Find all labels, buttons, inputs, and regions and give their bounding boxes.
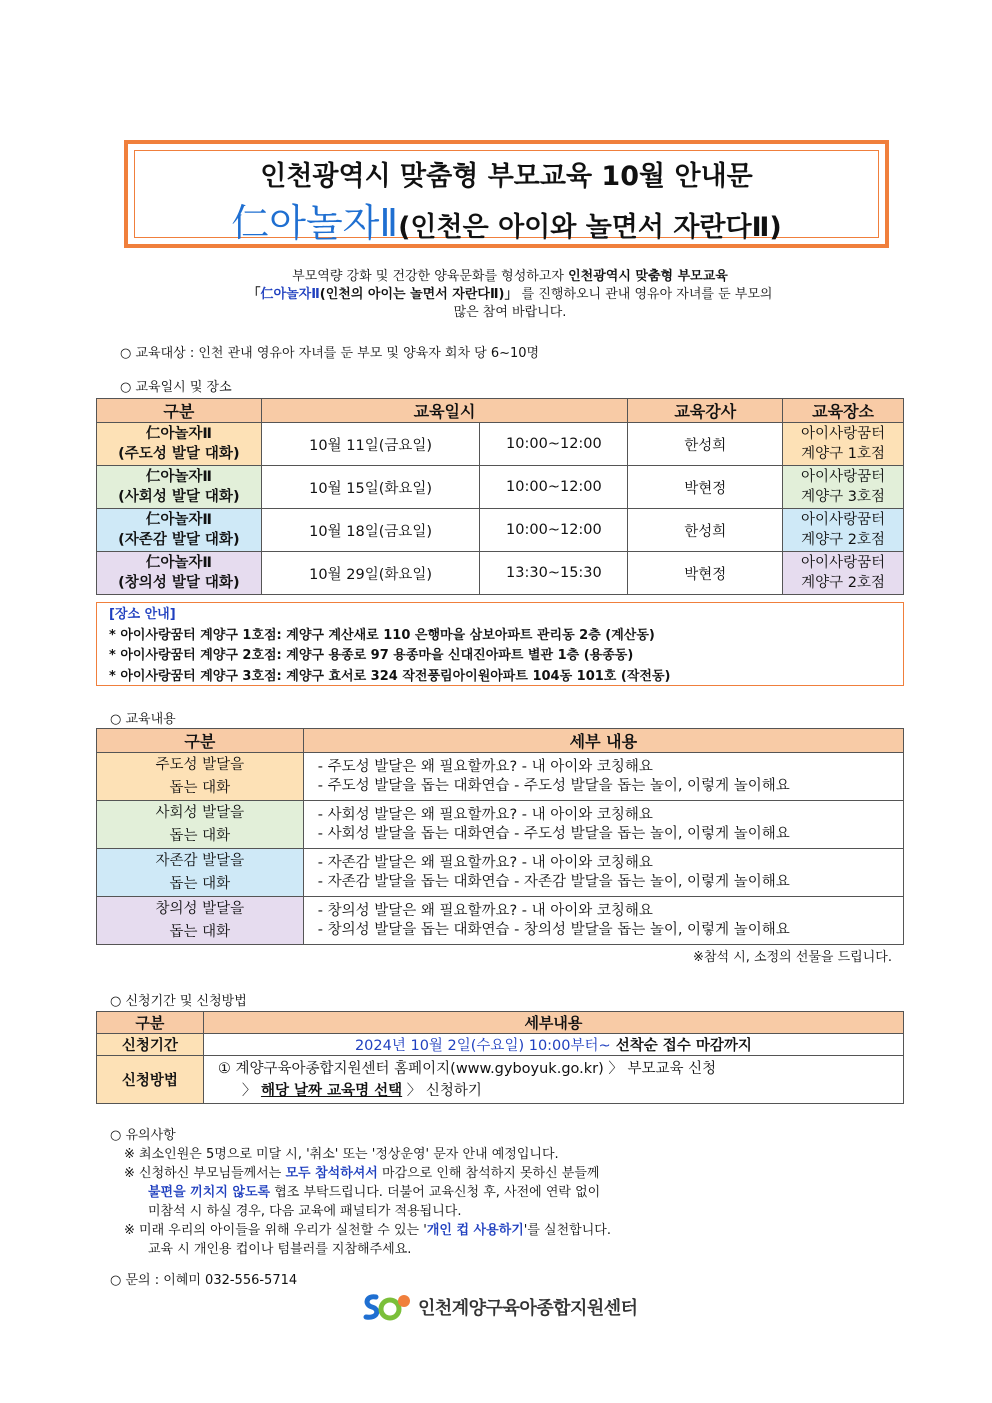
content-category: 사회성 발달을 돕는 대화 (97, 801, 304, 849)
note-2: ※ 신청하신 부모님들께서는 모두 참석하셔서 마감으로 인해 참석하지 못하신 분들께 (124, 1166, 600, 1181)
center-logo-icon (360, 1291, 412, 1323)
schedule-teacher: 박현정 (628, 552, 783, 595)
title-line2 (128, 192, 885, 247)
table-row (97, 801, 904, 849)
note-3: ※ 미래 우리의 아이들을 위해 우리가 실천할 수 있는 '개인 컵 사용하기'를 실천합니다. (124, 1223, 611, 1238)
schedule-place: 아이사랑꿈터 계양구 1호점 (783, 423, 904, 466)
schedule-date: 10월 18일(금요일) (261, 509, 480, 552)
content-header-category: 구분 (97, 729, 304, 753)
note-2-cont2: 미참석 시 하실 경우, 다음 교육에 패널티가 적용됩니다. (148, 1204, 462, 1219)
content-category: 창의성 발달을 돕는 대화 (97, 897, 304, 945)
intro-brand: 仁아놀자Ⅱ (260, 287, 320, 302)
place-info-header: [장소 안내] (109, 607, 176, 622)
content-detail: - 자존감 발달은 왜 필요할까요? - 내 아이와 코칭해요 - 자존감 발달을 돕는 대화연습 - 자존감 발달을 돕는 놀이, 이렇게 놀이해요 (303, 849, 903, 897)
footer-org-name: 인천계양구육아종합지원센터 (418, 1298, 638, 1319)
apply-method-line2: 〉 해당 날짜 교육명 선택 〉 신청하기 (241, 1082, 482, 1099)
title-line1: 인천광역시 맞춤형 부모교육 10월 안내문 (260, 161, 753, 192)
title-subtitle: (인천은 아이와 놀면서 자란다Ⅱ) (398, 212, 782, 243)
schedule-heading: ○ 교육일시 및 장소 (120, 380, 232, 395)
schedule-place: 아이사랑꿈터 계양구 3호점 (783, 466, 904, 509)
title-brand: 仁아놀자Ⅱ (231, 201, 399, 245)
apply-method-line1: ① 계양구육아종합지원센터 홈페이지(www.gyboyuk.go.kr) 〉 부모교육 신청 (217, 1060, 717, 1077)
contact-line: ○ 문의 : 이혜미 032-556-5714 (110, 1273, 298, 1288)
schedule-time: 10:00~12:00 (480, 509, 628, 552)
schedule-teacher: 한성희 (628, 423, 783, 466)
apply-heading: ○ 신청기간 및 신청방법 (110, 994, 247, 1009)
apply-method-value (203, 1056, 903, 1104)
apply-period-label: 신청기간 (97, 1034, 204, 1056)
content-header-detail: 세부 내용 (303, 729, 903, 753)
apply-method-label: 신청방법 (97, 1056, 204, 1104)
schedule-date: 10월 29일(화요일) (261, 552, 480, 595)
content-detail: - 창의성 발달은 왜 필요할까요? - 내 아이와 코칭해요 - 창의성 발달을 돕는 대화연습 - 창의성 발달을 돕는 놀이, 이렇게 놀이해요 (303, 897, 903, 945)
schedule-category: 仁아놀자Ⅱ (창의성 발달 대화) (97, 552, 262, 595)
notes-section (110, 1126, 611, 1259)
title-box (124, 140, 889, 248)
note-3-cont: 교육 시 개인용 컵이나 텀블러를 지참해주세요. (148, 1242, 412, 1257)
apply-header-category: 구분 (97, 1012, 204, 1034)
table-row (97, 753, 904, 801)
content-detail: - 주도성 발달은 왜 필요할까요? - 내 아이와 코칭해요 - 주도성 발달을 돕는 대화연습 - 주도성 발달을 돕는 놀이, 이렇게 놀이해요 (303, 753, 903, 801)
schedule-header-datetime: 교육일시 (261, 399, 628, 423)
schedule-date: 10월 15일(화요일) (261, 466, 480, 509)
place-info-line: * 아이사랑꿈터 계양구 2호점: 계양구 용종로 97 용종마을 신대진아파트 별관 1층 (용종동) (109, 648, 634, 663)
table-row (97, 897, 904, 945)
intro-line2c: 를 진행하오니 관내 영유아 자녀를 둔 부모의 (517, 287, 773, 302)
table-row (97, 552, 904, 595)
schedule-date: 10월 11일(금요일) (261, 423, 480, 466)
apply-period-value: 2024년 10월 2일(수요일) 10:00부터~ 선착순 접수 마감까지 (203, 1034, 903, 1056)
schedule-teacher: 박현정 (628, 466, 783, 509)
target-line: ○ 교육대상 : 인천 관내 영유아 자녀를 둔 부모 및 양육자 회차 당 6~10명 (120, 346, 540, 361)
place-info-line: * 아이사랑꿈터 계양구 3호점: 계양구 효서로 324 작전풍림아이원아파트 104동 101호 (작전동) (109, 668, 671, 684)
schedule-time: 10:00~12:00 (480, 466, 628, 509)
intro-paragraph (100, 268, 920, 322)
schedule-category: 仁아놀자Ⅱ (사회성 발달 대화) (97, 466, 262, 509)
content-category: 주도성 발달을 돕는 대화 (97, 753, 304, 801)
place-info-box (96, 602, 904, 686)
note-1: ※ 최소인원은 5명으로 미달 시, '취소' 또는 '정상운영' 문자 안내 예정입니다. (124, 1147, 559, 1162)
table-row (97, 849, 904, 897)
content-heading: ○ 교육내용 (110, 712, 176, 727)
footer-logo (360, 1291, 638, 1323)
table-row (97, 1056, 904, 1104)
intro-line2a: 「 (247, 287, 261, 302)
table-row (97, 423, 904, 466)
notes-heading: ○ 유의사항 (110, 1128, 176, 1143)
schedule-category: 仁아놀자Ⅱ (자존감 발달 대화) (97, 509, 262, 552)
content-detail: - 사회성 발달은 왜 필요할까요? - 내 아이와 코칭해요 - 사회성 발달을 돕는 대화연습 - 주도성 발달을 돕는 놀이, 이렇게 놀이해요 (303, 801, 903, 849)
schedule-header-category: 구분 (97, 399, 262, 423)
schedule-header-place: 교육장소 (783, 399, 904, 423)
gift-note: ※참석 시, 소정의 선물을 드립니다. (693, 950, 892, 965)
content-table (96, 728, 904, 945)
schedule-category: 仁아놀자Ⅱ (주도성 발달 대화) (97, 423, 262, 466)
apply-table (96, 1011, 904, 1104)
schedule-header-teacher: 교육강사 (628, 399, 783, 423)
intro-line3: 많은 참여 바랍니다. (453, 305, 567, 320)
intro-line2b: (인천의 아이는 놀면서 자란다Ⅱ)」 (319, 287, 518, 302)
table-row (97, 509, 904, 552)
schedule-table (96, 398, 904, 595)
intro-line1b: 인천광역시 맞춤형 부모교육 (568, 269, 728, 284)
schedule-time: 10:00~12:00 (480, 423, 628, 466)
table-row (97, 466, 904, 509)
schedule-place: 아이사랑꿈터 계양구 2호점 (783, 509, 904, 552)
content-category: 자존감 발달을 돕는 대화 (97, 849, 304, 897)
table-row (97, 1034, 904, 1056)
note-2-cont: 불편을 끼치지 않도록 협조 부탁드립니다. 더불어 교육신청 후, 사전에 연락 없이 (148, 1185, 601, 1200)
place-info-line: * 아이사랑꿈터 계양구 1호점: 계양구 계산새로 110 은행마을 삼보아파트 관리동 2층 (계산동) (109, 627, 655, 643)
schedule-time: 13:30~15:30 (480, 552, 628, 595)
apply-header-detail: 세부내용 (203, 1012, 903, 1034)
intro-line1a: 부모역량 강화 및 건강한 양육문화를 형성하고자 (292, 269, 569, 284)
schedule-place: 아이사랑꿈터 계양구 2호점 (783, 552, 904, 595)
schedule-teacher: 한성희 (628, 509, 783, 552)
